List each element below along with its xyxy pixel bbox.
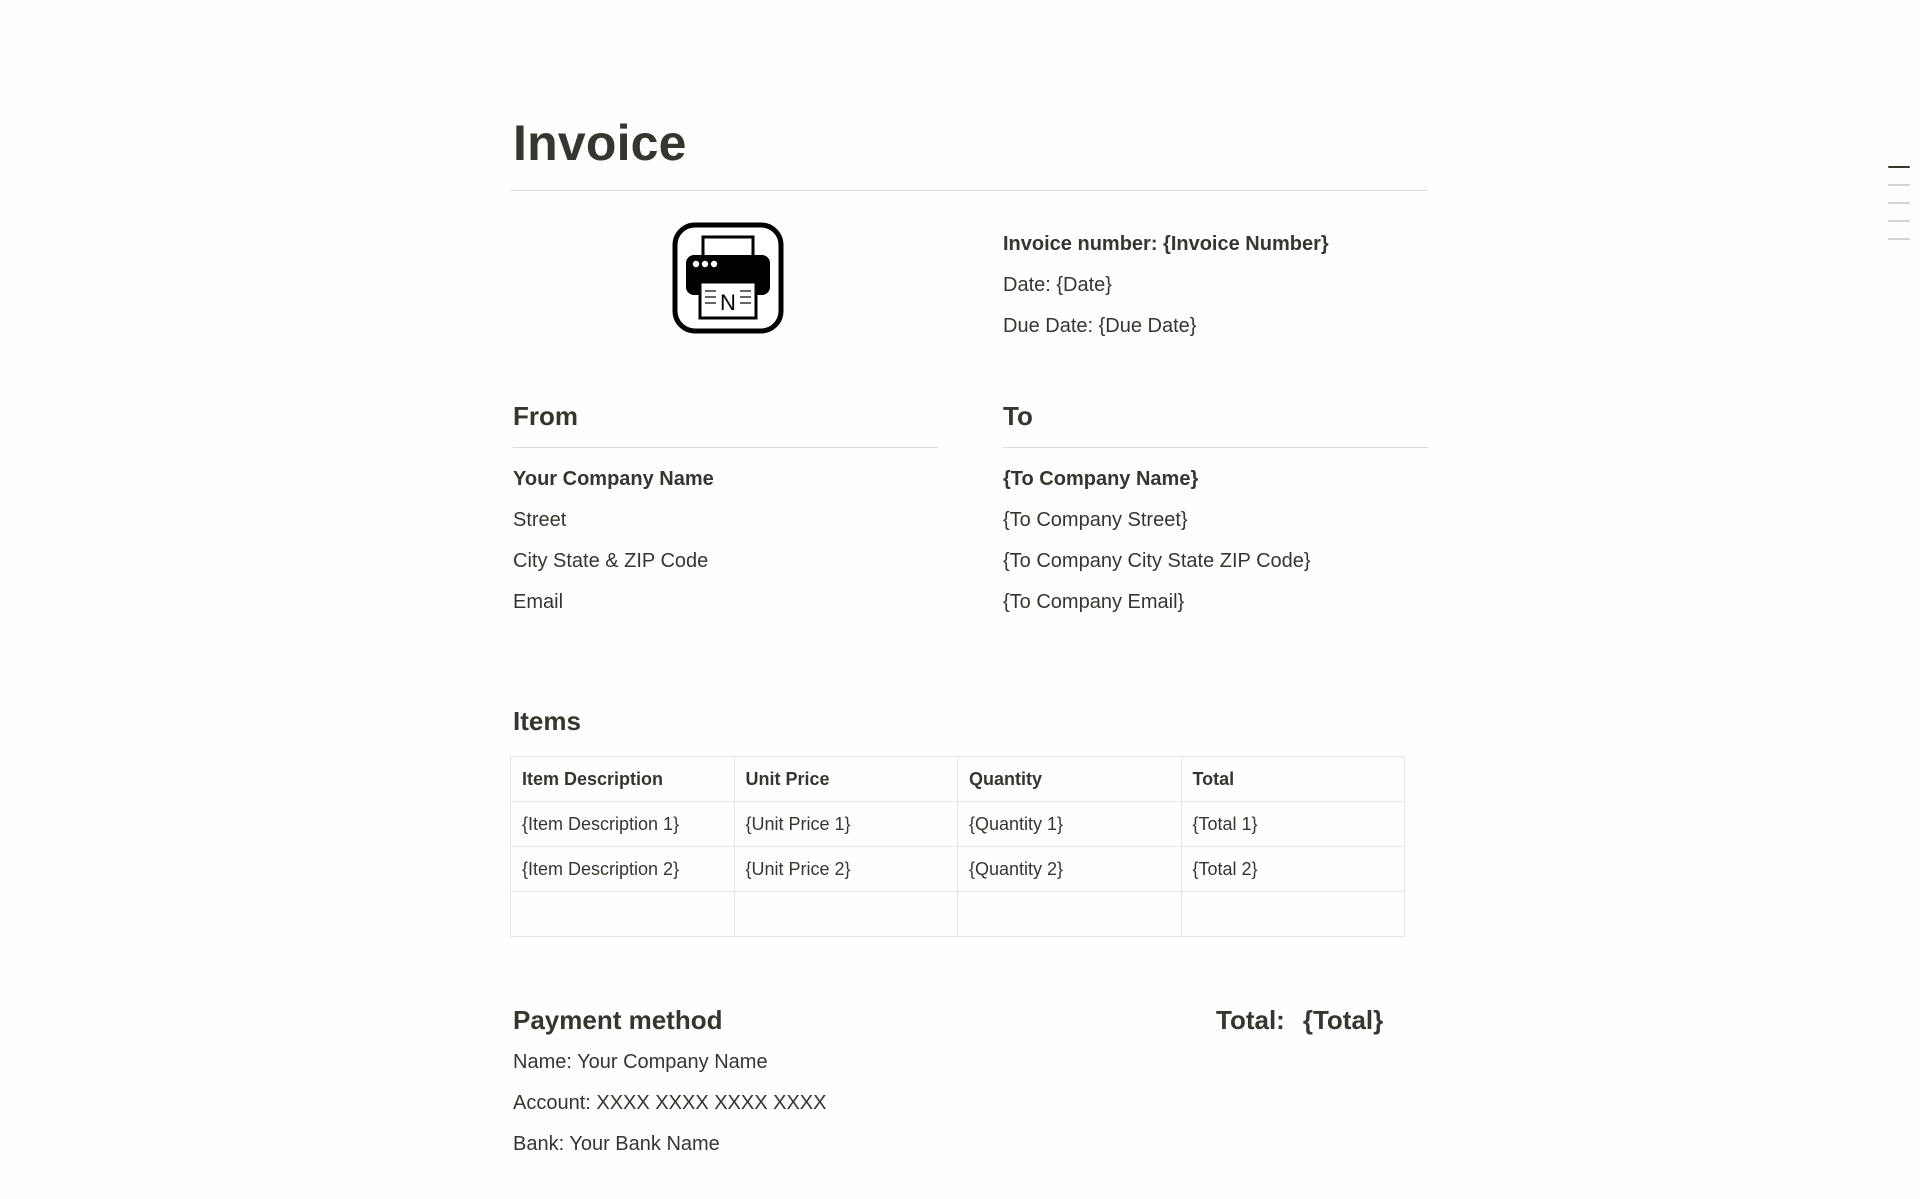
table-cell[interactable] [734, 892, 958, 937]
to-heading[interactable]: To [1003, 401, 1033, 431]
logo-letter: N [720, 290, 736, 315]
page-title[interactable]: Invoice [513, 115, 687, 171]
to-email[interactable]: {To Company Email} [1003, 591, 1185, 613]
table-cell[interactable]: {Item Description 1} [511, 802, 735, 847]
table-cell[interactable] [1181, 892, 1405, 937]
toc-item-title[interactable] [1888, 166, 1910, 168]
from-heading[interactable]: From [513, 401, 578, 431]
to-divider [1003, 447, 1428, 448]
items-section-header [513, 703, 581, 739]
table-row [511, 847, 1405, 892]
table-cell[interactable]: {Unit Price 2} [734, 847, 958, 892]
title-divider [510, 190, 1428, 191]
from-email[interactable]: Email [513, 591, 564, 613]
table-cell[interactable] [958, 892, 1182, 937]
grand-total [1216, 1002, 1383, 1038]
from-street[interactable]: Street [513, 509, 567, 531]
payment-section [513, 1002, 827, 1165]
items-heading[interactable]: Items [513, 706, 581, 736]
payment-heading[interactable]: Payment method [513, 1005, 723, 1035]
payment-name[interactable]: Name: Your Company Name [513, 1051, 768, 1073]
to-section [1003, 398, 1428, 623]
to-company[interactable]: {To Company Name} [1003, 468, 1199, 490]
table-cell[interactable]: {Total 1} [1181, 802, 1405, 847]
invoice-date[interactable]: Date: {Date} [1003, 274, 1112, 296]
payment-account[interactable]: Account: XXXX XXXX XXXX XXXX [513, 1092, 827, 1114]
total-label[interactable]: Total: [1216, 1005, 1285, 1035]
from-divider [513, 447, 938, 448]
table-header-row [511, 757, 1405, 802]
column-header-unit-price[interactable]: Unit Price [734, 757, 958, 802]
column-header-total[interactable]: Total [1181, 757, 1405, 802]
table-cell[interactable] [511, 892, 735, 937]
column-header-item-description[interactable]: Item Description [511, 757, 735, 802]
printer-notion-icon [672, 222, 784, 334]
toc-item-from[interactable] [1888, 184, 1910, 186]
items-table [510, 756, 1405, 937]
total-value[interactable]: {Total} [1302, 1005, 1384, 1035]
table-of-contents-icon[interactable] [1888, 166, 1910, 256]
from-city[interactable]: City State & ZIP Code [513, 550, 709, 572]
to-street[interactable]: {To Company Street} [1003, 509, 1188, 531]
invoice-number[interactable]: Invoice number: {Invoice Number} [1003, 233, 1329, 255]
invoice-due-date[interactable]: Due Date: {Due Date} [1003, 315, 1197, 337]
toc-item-items[interactable] [1888, 220, 1910, 222]
table-row [511, 802, 1405, 847]
table-row [511, 892, 1405, 937]
toc-item-payment[interactable] [1888, 238, 1910, 240]
payment-bank[interactable]: Bank: Your Bank Name [513, 1133, 720, 1155]
from-company[interactable]: Your Company Name [513, 468, 714, 490]
table-cell[interactable]: {Unit Price 1} [734, 802, 958, 847]
table-cell[interactable]: {Item Description 2} [511, 847, 735, 892]
table-cell[interactable]: {Quantity 1} [958, 802, 1182, 847]
table-cell[interactable]: {Total 2} [1181, 847, 1405, 892]
invoice-meta [1003, 224, 1329, 347]
from-section [513, 398, 938, 623]
table-cell[interactable]: {Quantity 2} [958, 847, 1182, 892]
toc-item-to[interactable] [1888, 202, 1910, 204]
column-header-quantity[interactable]: Quantity [958, 757, 1182, 802]
to-city[interactable]: {To Company City State ZIP Code} [1003, 550, 1311, 572]
